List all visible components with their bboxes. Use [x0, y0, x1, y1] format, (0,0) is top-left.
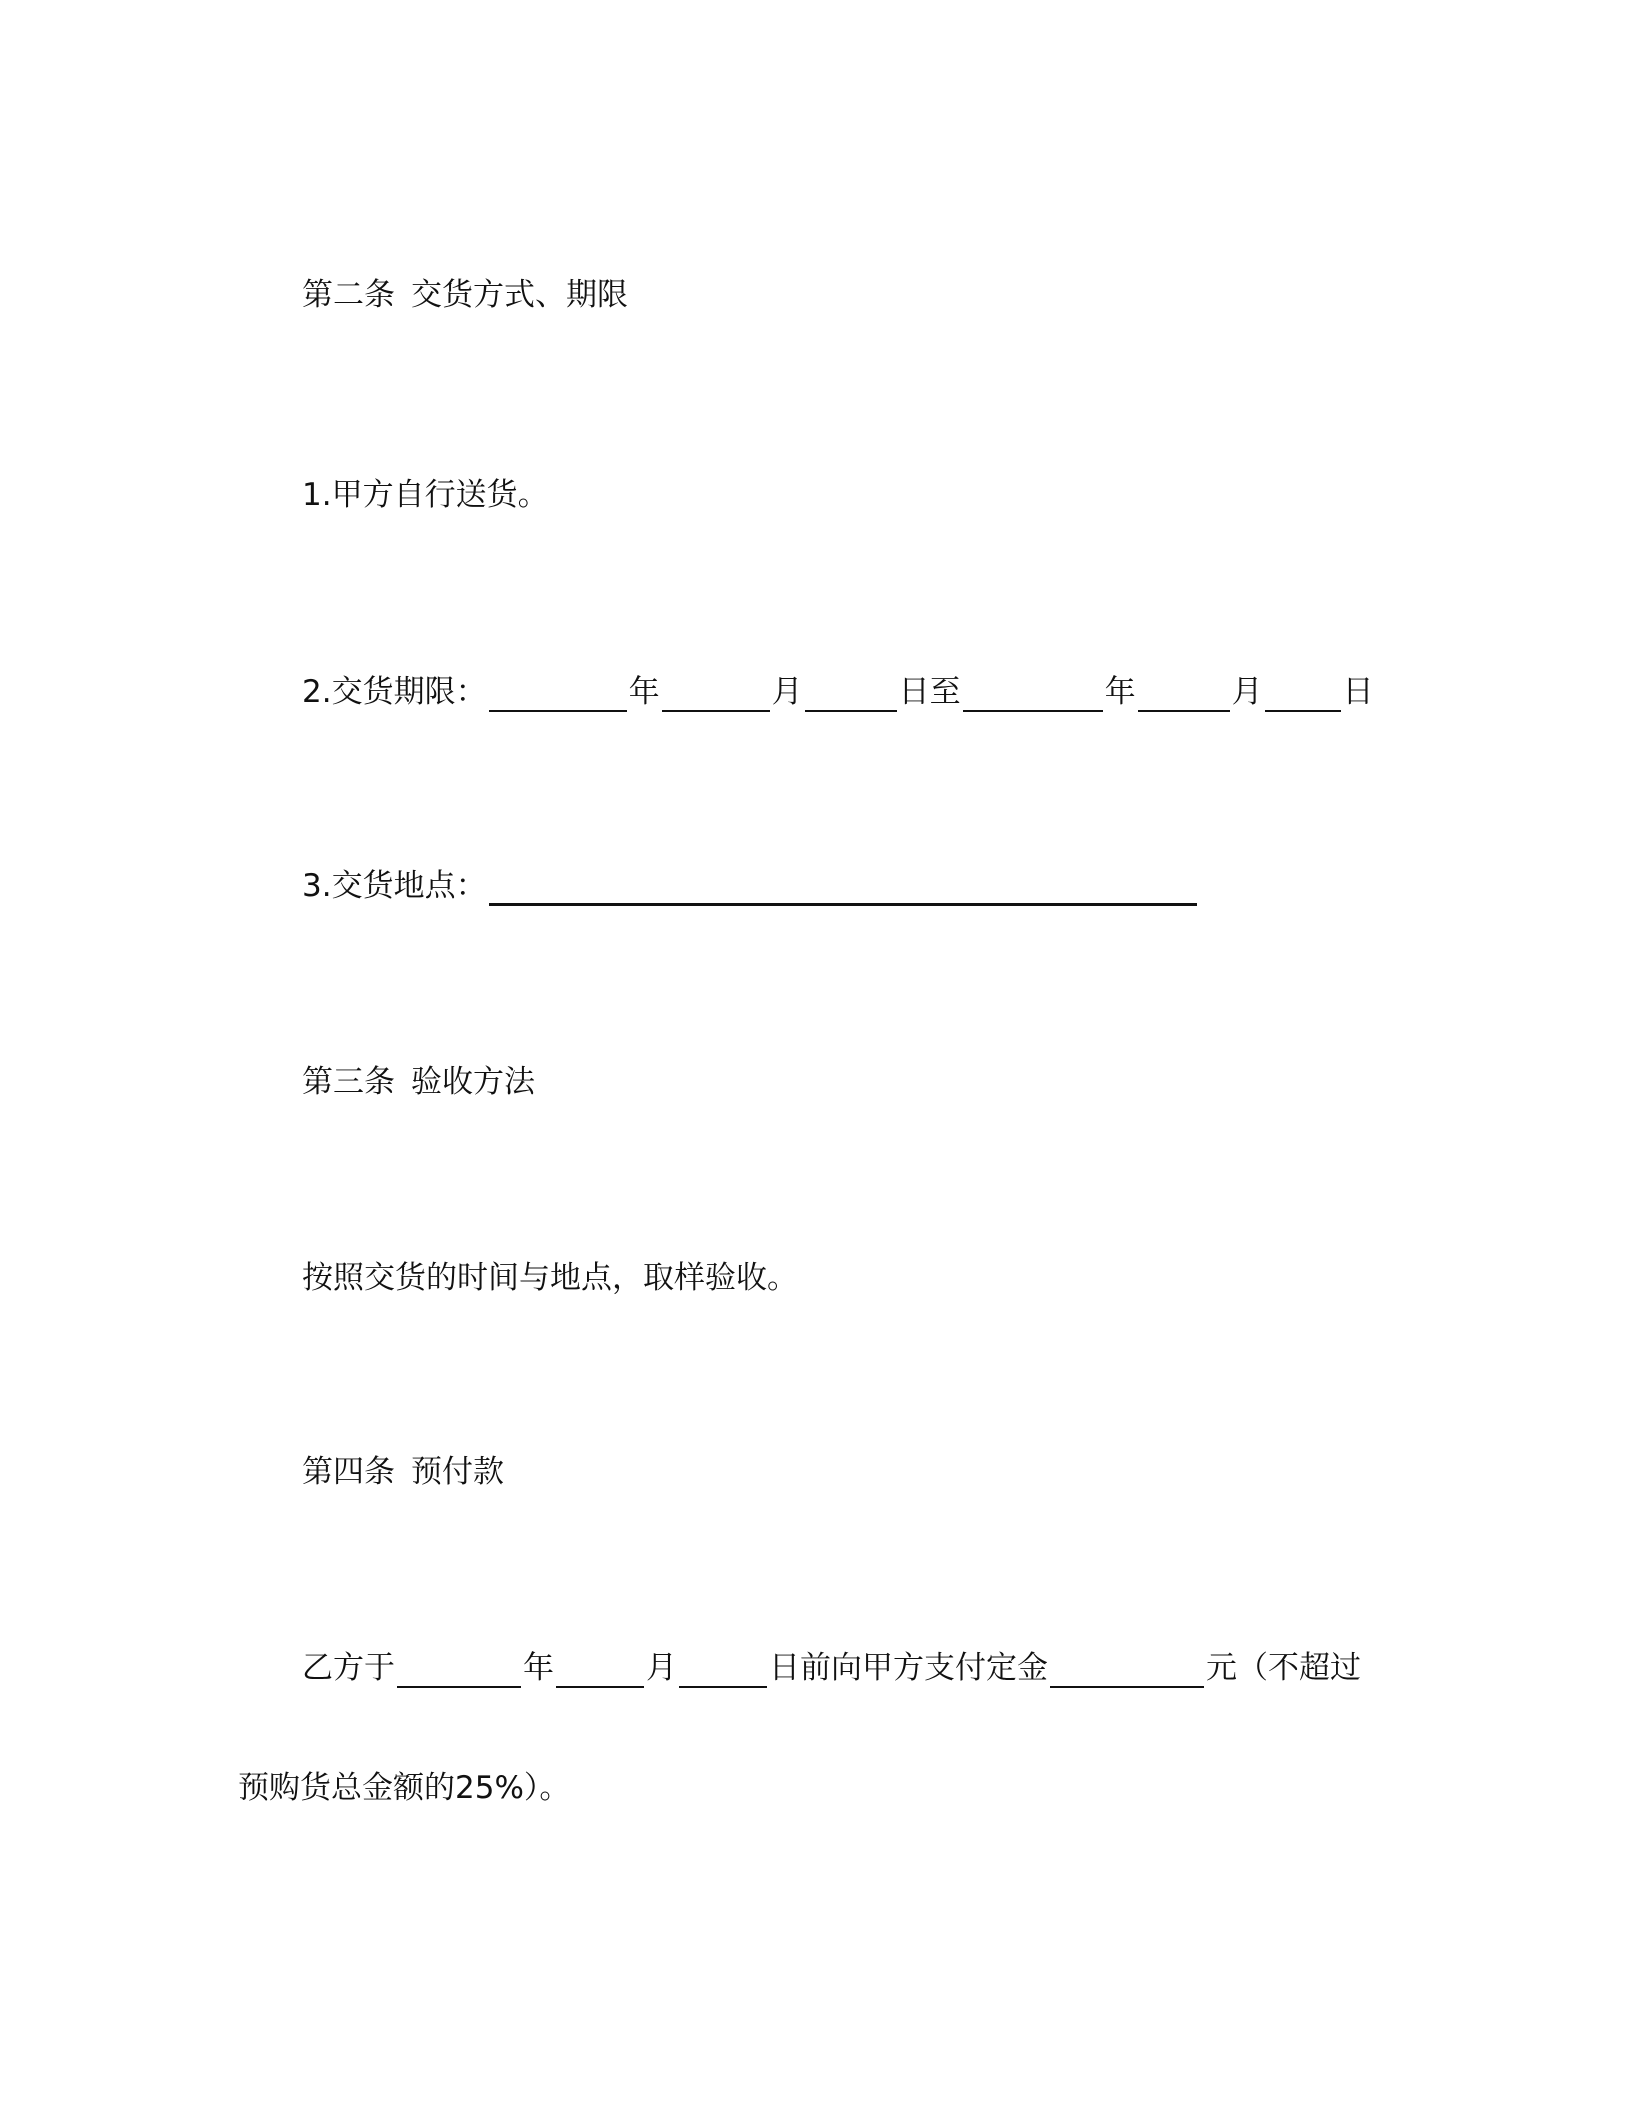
start-year-blank[interactable]	[489, 680, 627, 712]
deposit-month-blank[interactable]	[556, 1656, 644, 1688]
article-3-text: 按照交货的时间与地点，取样验收。	[302, 1260, 798, 1296]
article-3-number: 第三条	[302, 1064, 395, 1100]
article-4-number: 第四条	[302, 1454, 395, 1490]
item-2-delivery-period	[302, 672, 1374, 712]
deposit-limit-text: 预购货总金额的25%）。	[238, 1770, 571, 1806]
article-2-title: 交货方式、期限	[411, 277, 628, 313]
unit-month-2: 月	[1231, 674, 1263, 710]
article-4-paragraph-line-1	[302, 1648, 1361, 1688]
deposit-yuan-text: 元（不超过	[1206, 1650, 1361, 1686]
deposit-unit-year: 年	[523, 1650, 554, 1686]
article-4-title: 预付款	[411, 1454, 504, 1490]
deposit-day-blank[interactable]	[679, 1656, 767, 1688]
end-day-blank[interactable]	[1265, 680, 1341, 712]
item-3-delivery-location	[302, 866, 1199, 906]
deposit-prefix: 乙方于	[302, 1650, 395, 1686]
deposit-unit-month: 月	[646, 1650, 677, 1686]
article-4-heading	[302, 1452, 504, 1492]
item-1-text: 1.甲方自行送货。	[302, 477, 549, 513]
article-3-paragraph	[302, 1258, 798, 1298]
start-month-blank[interactable]	[662, 680, 770, 712]
unit-day-2: 日	[1342, 674, 1374, 710]
start-day-blank[interactable]	[805, 680, 897, 712]
unit-day-to: 日至	[898, 674, 961, 710]
end-year-blank[interactable]	[963, 680, 1103, 712]
article-3-heading	[302, 1062, 535, 1102]
unit-year: 年	[628, 674, 660, 710]
delivery-location-blank[interactable]	[489, 873, 1197, 906]
item-3-label: 3.交货地点：	[302, 868, 487, 904]
item-1	[302, 475, 549, 515]
article-2-heading	[302, 275, 628, 315]
unit-month: 月	[771, 674, 803, 710]
deposit-year-blank[interactable]	[397, 1656, 521, 1688]
unit-year-2: 年	[1104, 674, 1136, 710]
item-2-label: 2.交货期限：	[302, 674, 487, 710]
article-3-title: 验收方法	[411, 1064, 535, 1100]
article-4-paragraph-line-2	[238, 1768, 570, 1808]
end-month-blank[interactable]	[1138, 680, 1230, 712]
deposit-pay-text: 日前向甲方支付定金	[769, 1650, 1048, 1686]
deposit-amount-blank[interactable]	[1050, 1656, 1204, 1688]
article-2-number: 第二条	[302, 277, 395, 313]
